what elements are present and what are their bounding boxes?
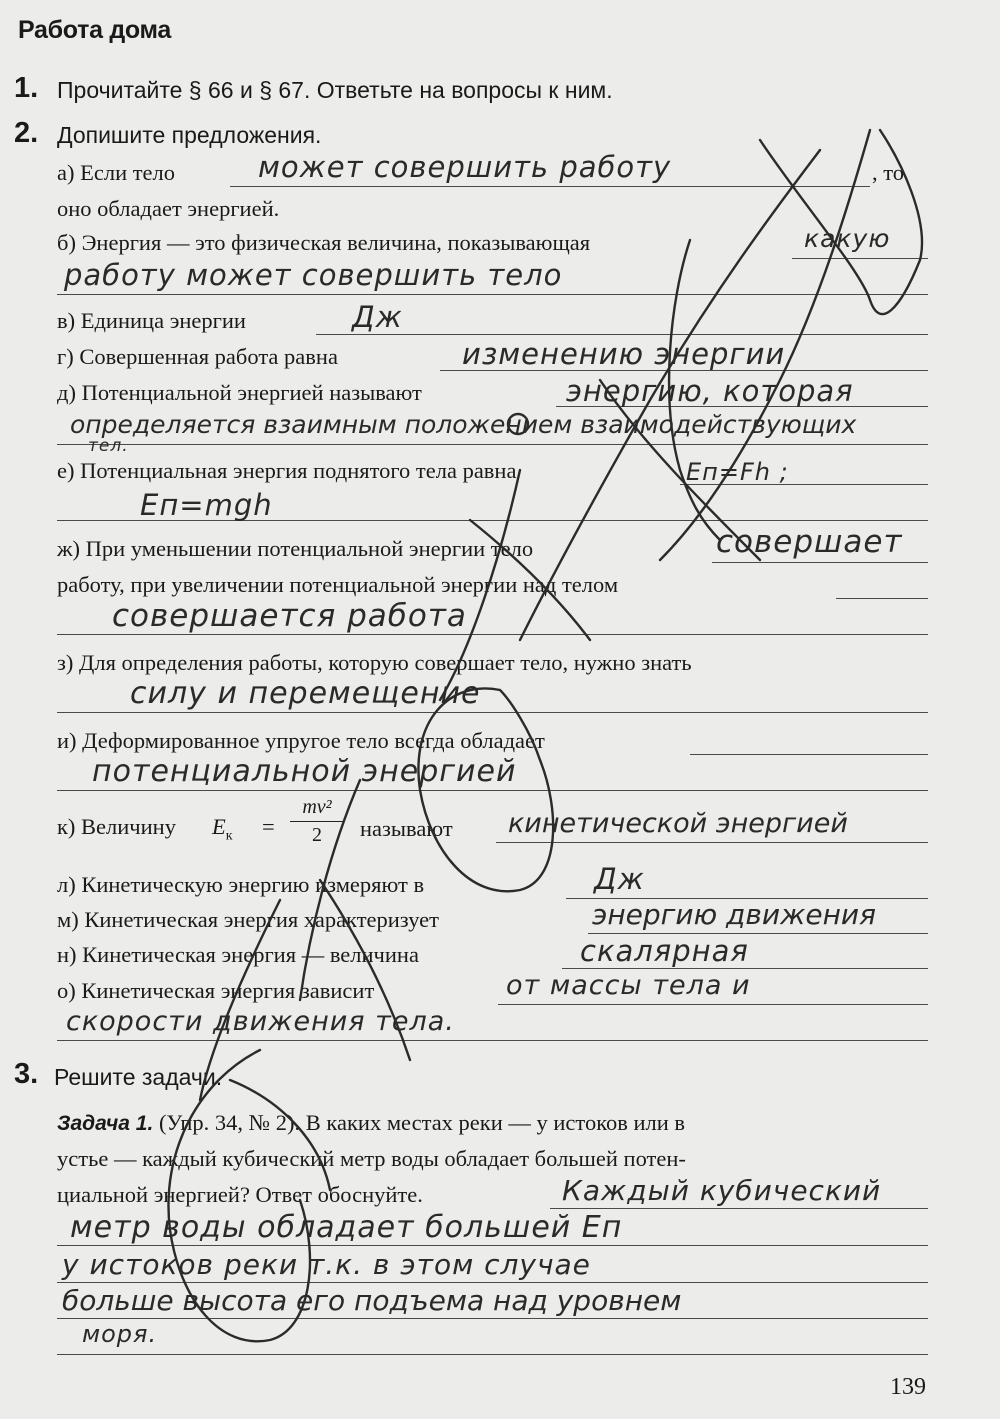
handwritten-answer-o1: от массы тела и	[506, 970, 751, 1001]
handwritten-answer-i: потенциальной энергией	[92, 754, 517, 789]
task-number-2: 2.	[14, 117, 39, 149]
energy-symbol: $E_к$	[212, 814, 233, 844]
answer-line	[57, 1282, 928, 1283]
handwritten-answer-d1: энергию, которая	[566, 374, 854, 408]
item-l: л) Кинетическую энергию измеряют в	[57, 872, 425, 897]
handwritten-answer-d2: определяется взаимным положением взаимодействующих	[70, 410, 857, 439]
handwritten-solution-3: у истоков реки т.к. в этом случае	[62, 1248, 591, 1281]
item-v: в) Единица энергии	[57, 308, 246, 333]
answer-line	[230, 186, 870, 187]
answer-line	[57, 634, 928, 635]
answer-line	[57, 1318, 928, 1319]
task-number-3: 3.	[14, 1058, 39, 1090]
item-i: и) Деформированное упругое тело всегда обладает	[57, 728, 545, 753]
item-k-prefix: к) Величину	[57, 814, 176, 839]
handwritten-solution-4: больше высота его подъема над уровнем	[62, 1284, 682, 1317]
handwritten-solution-1: Каждый кубический	[562, 1174, 882, 1207]
handwritten-answer-b2: работу может совершить тело	[64, 258, 563, 292]
answer-line	[57, 294, 928, 295]
answer-line	[57, 1245, 928, 1246]
problem-1-line-3: циальной энергией? Ответ обоснуйте.	[57, 1182, 423, 1207]
item-n: н) Кинетическая энергия — величина	[57, 942, 419, 967]
handwritten-answer-k: кинетической энергией	[508, 808, 848, 839]
answer-line	[57, 1040, 928, 1041]
answer-line	[690, 754, 928, 755]
item-e: е) Потенциальная энергия поднятого тела равна	[57, 458, 517, 483]
task-number-1: 1.	[14, 72, 39, 104]
fraction-denominator: 2	[312, 824, 322, 847]
answer-line	[498, 1004, 928, 1005]
item-a-suffix: , то	[872, 160, 905, 185]
item-o: о) Кинетическая энергия зависит	[57, 978, 375, 1003]
task-text-3: Решите задачи.	[54, 1064, 223, 1090]
answer-line	[712, 562, 928, 563]
item-zh-continuation: работу, при увеличении потенциальной энергии над телом	[57, 572, 619, 597]
handwritten-answer-b1: какую	[804, 224, 891, 253]
handwritten-answer-v: Дж	[352, 300, 403, 334]
handwritten-answer-zh2: совершается работа	[112, 598, 467, 634]
handwritten-answer-l: Дж	[594, 862, 645, 896]
answer-line	[496, 842, 928, 843]
handwritten-answer-n: скалярная	[580, 934, 749, 968]
handwritten-answer-m: энергию движения	[592, 898, 876, 931]
answer-line	[57, 1354, 928, 1355]
answer-line	[792, 258, 928, 259]
page-number: 139	[890, 1374, 926, 1400]
item-d: д) Потенциальной энергией называют	[57, 380, 422, 405]
answer-line	[550, 1208, 928, 1209]
task-text-1: Прочитайте § 66 и § 67. Ответьте на вопросы к ним.	[57, 77, 613, 103]
answer-line	[316, 334, 928, 335]
item-zh: ж) При уменьшении потенциальной энергии тело	[57, 536, 534, 561]
answer-line	[836, 598, 928, 599]
page-heading: Работа дома	[18, 16, 172, 44]
kinetic-energy-fraction	[290, 796, 344, 847]
handwritten-answer-e1: Eп=Fh ;	[686, 458, 789, 486]
handwritten-answer-o2: скорости движения тела.	[66, 1006, 455, 1037]
handwritten-answer-z: силу и перемещение	[130, 676, 481, 711]
equals-sign: =	[262, 814, 275, 839]
handwritten-solution-2: метр воды обладает большей Eп	[70, 1210, 623, 1245]
problem-1-line-1: Задача 1. (Упр. 34, № 2). В каких местах реки — у истоков или в	[57, 1110, 686, 1135]
fraction-numerator: mv²	[302, 796, 332, 818]
handwritten-solution-5: моря.	[82, 1320, 158, 1348]
answer-line	[57, 790, 928, 791]
problem-label: Задача 1.	[57, 1112, 154, 1135]
item-m: м) Кинетическая энергия характеризует	[57, 907, 439, 932]
item-a-continuation: оно обладает энергией.	[57, 196, 280, 221]
item-b: б) Энергия — это физическая величина, показывающая	[57, 230, 591, 255]
item-k-suffix: называют	[360, 816, 453, 841]
handwritten-answer-zh1: совершает	[716, 524, 903, 560]
handwritten-answer-g: изменению энергии	[462, 337, 786, 371]
problem-1-line-2: устье — каждый кубический метр воды обладает большей потен-	[57, 1146, 686, 1171]
fraction-bar	[290, 821, 344, 822]
item-a-prefix: а) Если тело	[57, 160, 176, 185]
handwritten-answer-a: может совершить работу	[258, 150, 672, 184]
answer-line	[57, 444, 928, 445]
task-text-2: Допишите предложения.	[57, 122, 322, 148]
answer-line	[562, 968, 928, 969]
scribble-stroke	[760, 130, 922, 314]
handwritten-answer-e2: Eп=mgh	[140, 488, 273, 522]
handwritten-answer-d3: тел.	[88, 436, 129, 456]
answer-line	[57, 712, 928, 713]
item-g: г) Совершенная работа равна	[57, 344, 338, 369]
item-z: з) Для определения работы, которую совершает тело, нужно знать	[57, 650, 692, 675]
